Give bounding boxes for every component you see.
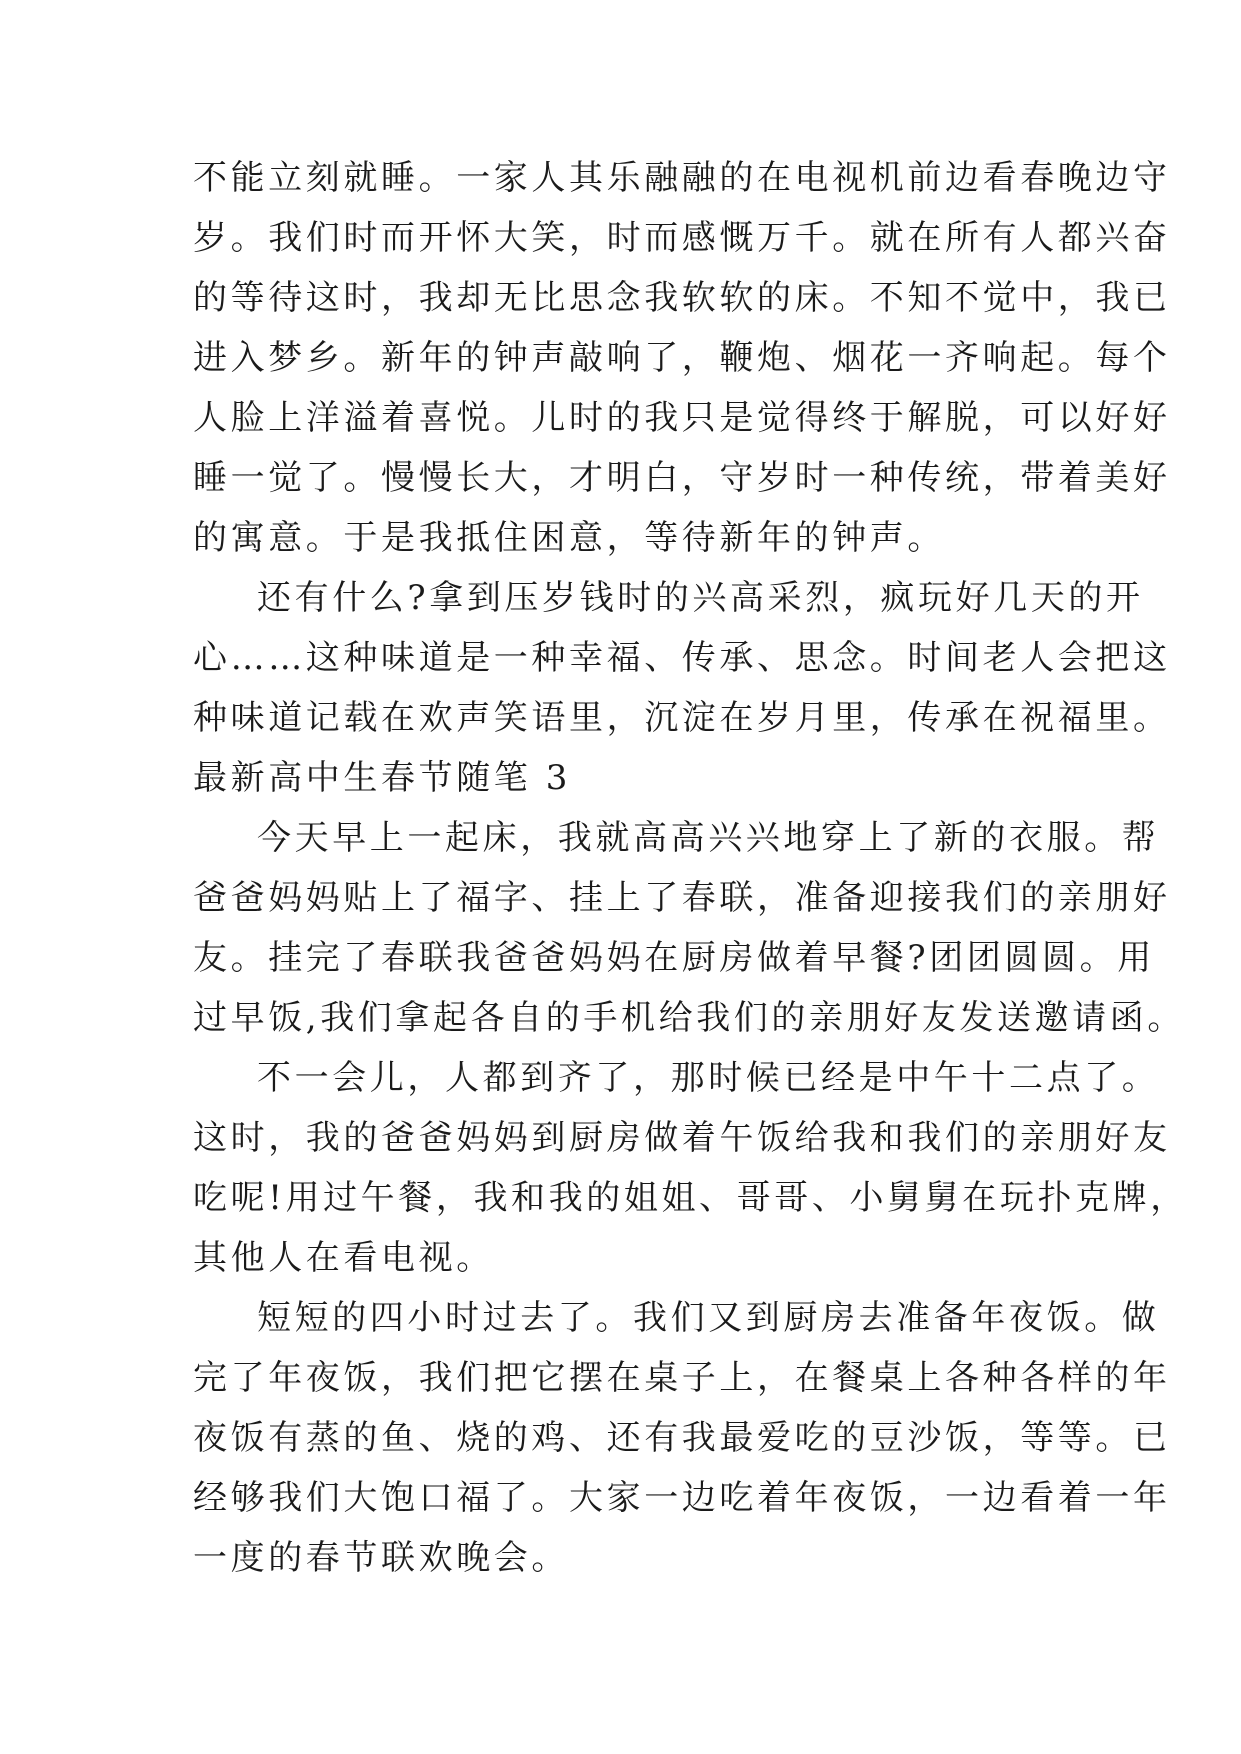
text-line: 不一会儿，人都到齐了，那时候已经是中午十二点了。 <box>257 1058 1160 1098</box>
text-line: 一度的春节联欢晚会。 <box>193 1538 569 1578</box>
text-line: 还有什么?拿到压岁钱时的兴高采烈，疯玩好几天的开 <box>257 578 1144 618</box>
text-line: 种味道记载在欢声笑语里，沉淀在岁月里，传承在祝福里。 <box>193 698 1171 738</box>
text-line: 不能立刻就睡。一家人其乐融融的在电视机前边看春晚边守 <box>193 158 1171 198</box>
text-line: 今天早上一起床，我就高高兴兴地穿上了新的衣服。帮 <box>257 818 1160 858</box>
text-line: 过早饭,我们拿起各自的手机给我们的亲朋好友发送邀请函。 <box>193 998 1186 1038</box>
text-line: 岁。我们时而开怀大笑，时而感慨万千。就在所有人都兴奋 <box>193 218 1171 258</box>
text-line: 人脸上洋溢着喜悦。儿时的我只是觉得终于解脱，可以好好 <box>193 398 1171 438</box>
text-line: 完了年夜饭，我们把它摆在桌子上，在餐桌上各种各样的年 <box>193 1358 1171 1398</box>
text-line: 的寓意。于是我抵住困意，等待新年的钟声。 <box>193 518 945 558</box>
section-heading: 最新高中生春节随笔 3 <box>193 758 572 798</box>
text-line: 经够我们大饱口福了。大家一边吃着年夜饭，一边看着一年 <box>193 1478 1171 1518</box>
text-line: 进入梦乡。新年的钟声敲响了，鞭炮、烟花一齐响起。每个 <box>193 338 1171 378</box>
text-line: 友。挂完了春联我爸爸妈妈在厨房做着早餐?团团圆圆。用 <box>193 938 1155 978</box>
text-line: 吃呢!用过午餐，我和我的姐姐、哥哥、小舅舅在玩扑克牌， <box>193 1178 1188 1218</box>
text-line: 心……这种味道是一种幸福、传承、思念。时间老人会把这 <box>193 638 1171 678</box>
text-line: 夜饭有蒸的鱼、烧的鸡、还有我最爱吃的豆沙饭，等等。已 <box>193 1418 1171 1458</box>
text-line: 睡一觉了。慢慢长大，才明白，守岁时一种传统，带着美好 <box>193 458 1171 498</box>
text-line: 其他人在看电视。 <box>193 1238 494 1278</box>
text-line: 这时，我的爸爸妈妈到厨房做着午饭给我和我们的亲朋好友 <box>193 1118 1171 1158</box>
text-line: 短短的四小时过去了。我们又到厨房去准备年夜饭。做 <box>257 1298 1160 1338</box>
text-line: 的等待这时，我却无比思念我软软的床。不知不觉中，我已 <box>193 278 1171 318</box>
text-line: 爸爸妈妈贴上了福字、挂上了春联，准备迎接我们的亲朋好 <box>193 878 1171 918</box>
